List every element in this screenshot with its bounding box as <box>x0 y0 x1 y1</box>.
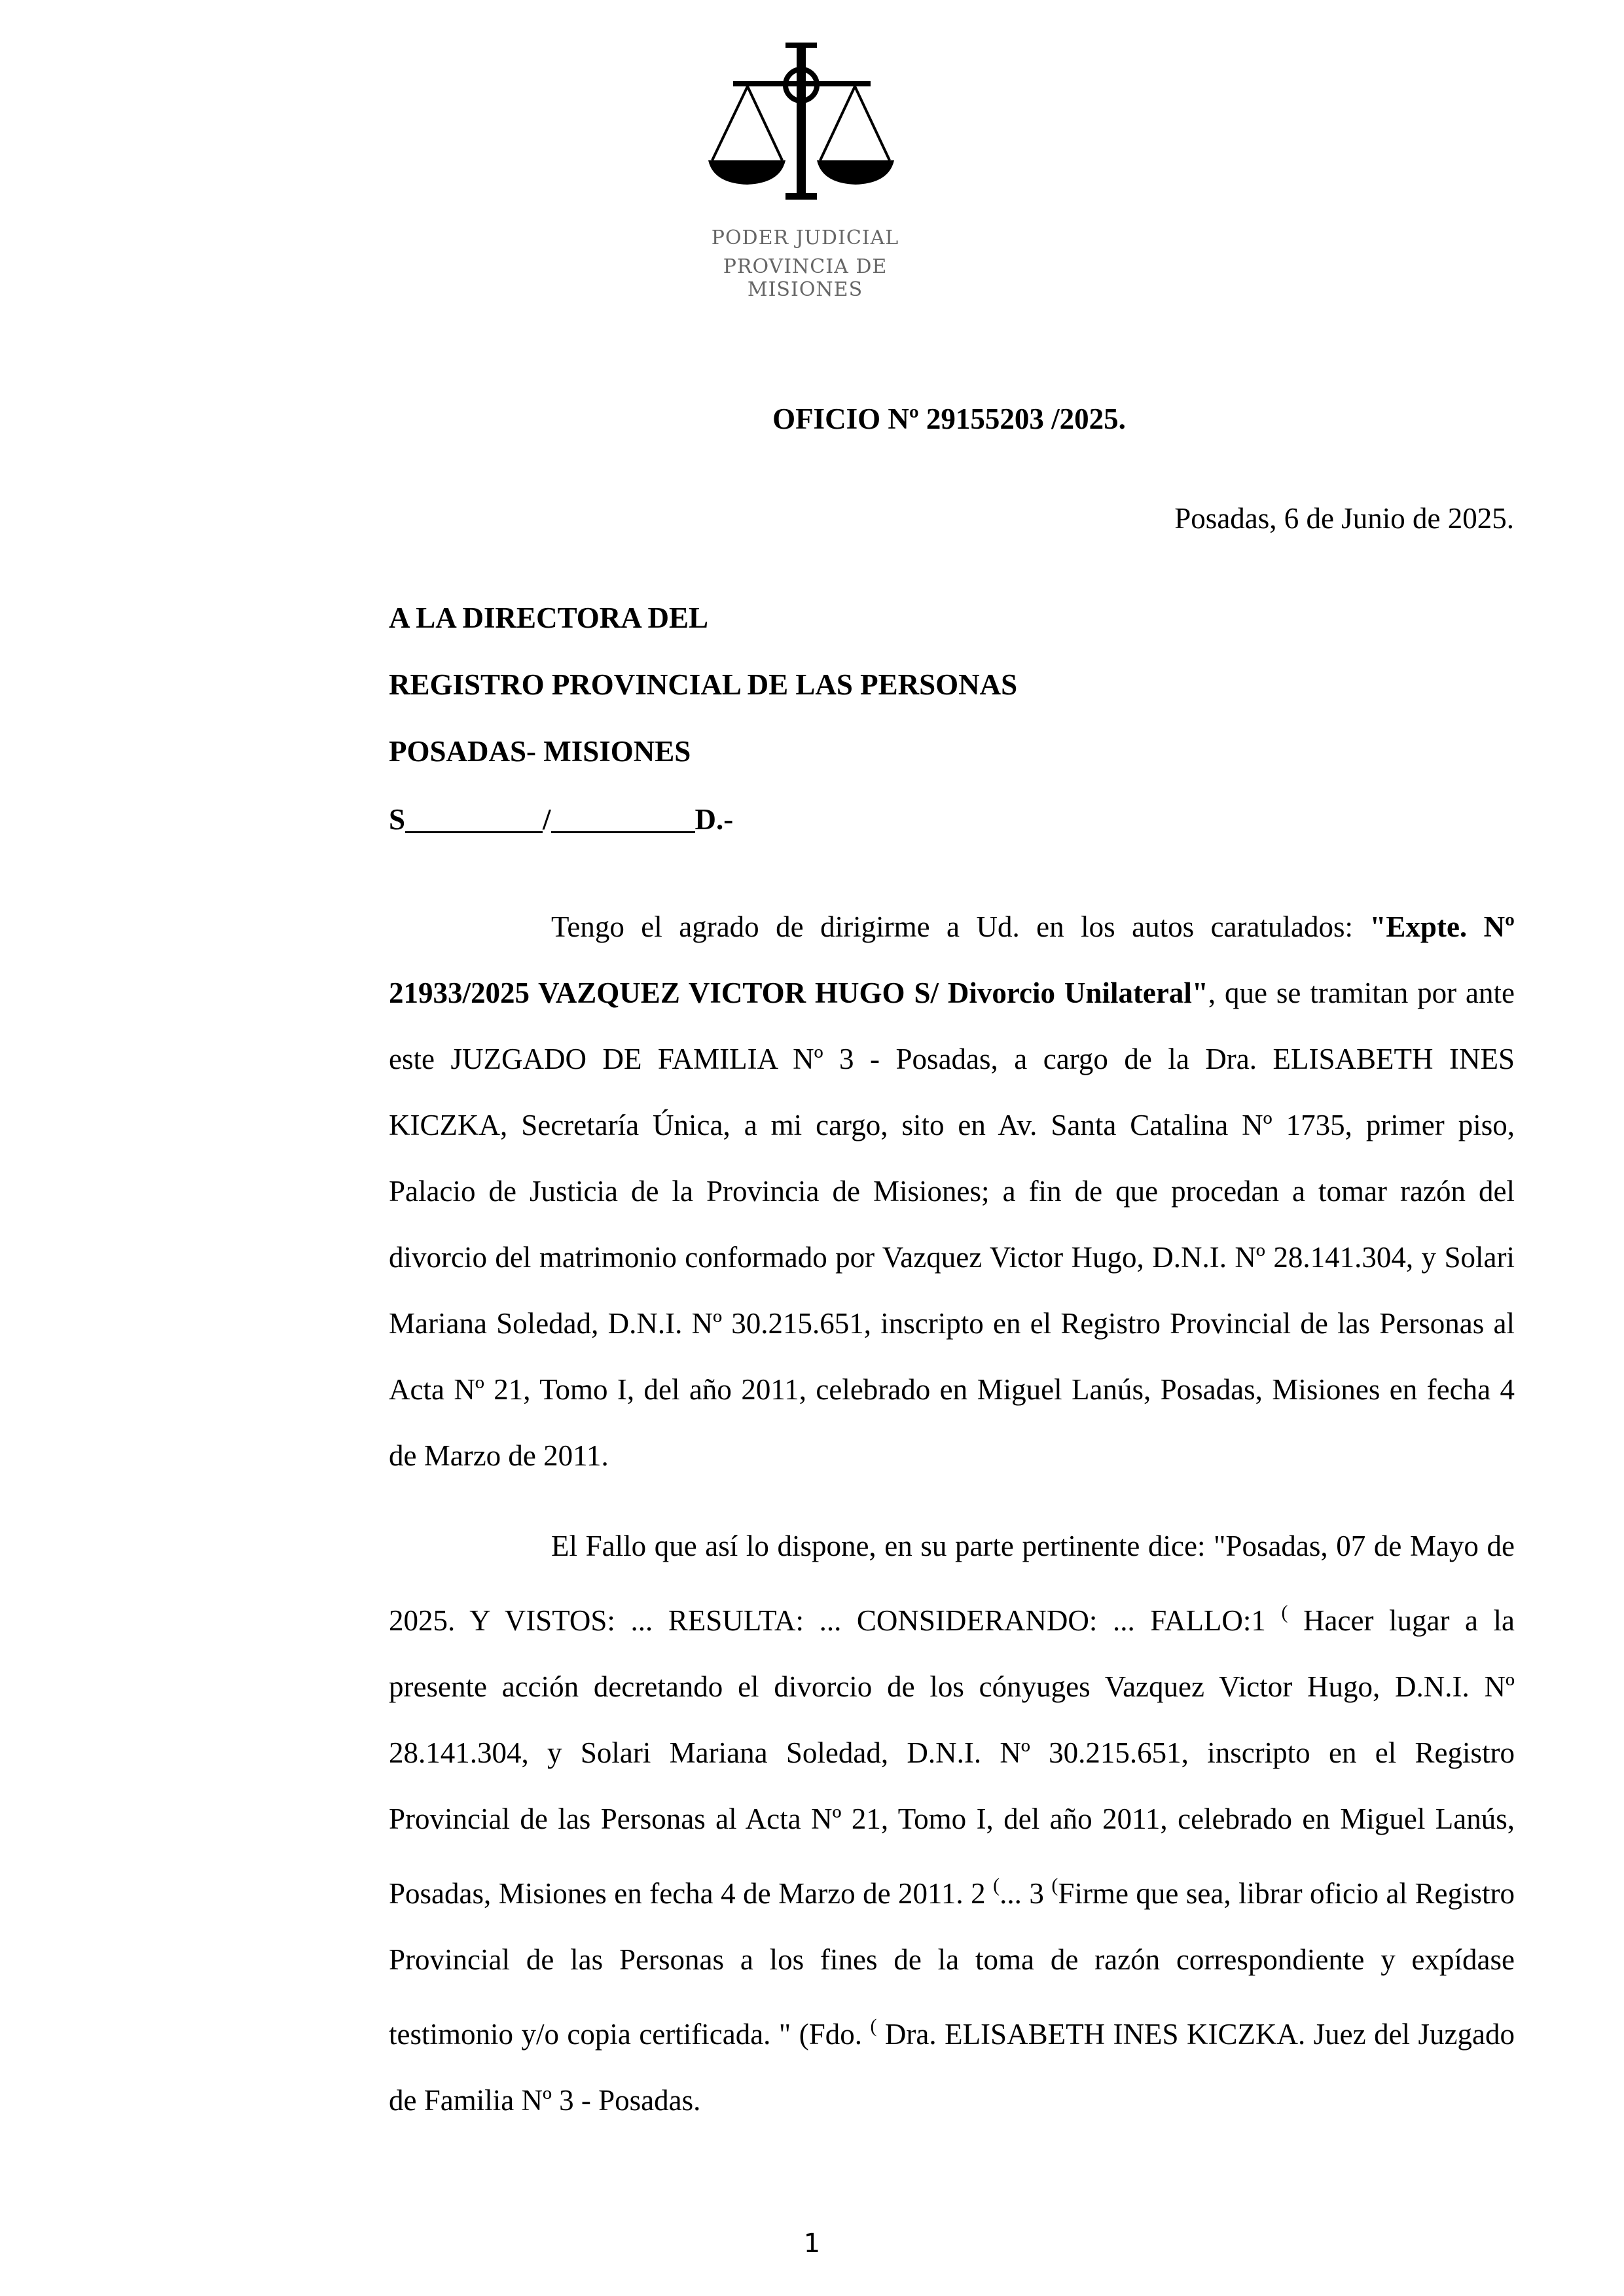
document-title <box>0 402 1624 436</box>
oficio-number: OFICIO Nº 29155203 /2025. <box>772 403 1126 435</box>
paragraph-2-part-2: Hacer lugar a la presente acción decretando el divorcio de los cónyuges Vazquez Victor Hugo, D.N.I. Nº 28.141.304, y Solari Mariana Soledad, D.N.I. Nº 30.215.651, inscripto en el Registro Provincial de las Personas al Acta Nº 21, Tomo I, del año 2011, celebrado en Miguel Lanús, Posadas, Misiones en fecha 4 de Marzo de 2011. 2 <box>389 1604 1515 1910</box>
seal-line-2: PROVINCIA DE MISIONES <box>723 255 888 301</box>
sd-s: S <box>389 803 406 836</box>
paragraph-2-part-4: Firme que sea, librar oficio al Registro Provincial de las Personas a los fines de la toma de razón correspondiente y expídase testimonio y/o copia certificada. " (Fdo. <box>389 1877 1515 2051</box>
sd-slash: / <box>543 803 551 836</box>
recipient-line-3: POSADAS- MISIONES <box>389 735 691 768</box>
scales-of-justice-icon <box>694 39 910 236</box>
footnote-mark: ( <box>993 1874 1000 1896</box>
paragraph-1-intro: Tengo el agrado de dirigirme a Ud. en los autos caratulados: <box>551 910 1370 943</box>
paragraph-2-part-1: El Fallo que así lo dispone, en su parte pertinente dice: "Posadas, 07 de Mayo de 2025. Y VISTOS: ... RESULTA: ... CONSIDERANDO: ... FALLO:1 <box>389 1530 1515 1637</box>
salutation-sd <box>389 802 733 836</box>
sd-d: D.- <box>695 803 734 836</box>
seal-line-1: PODER JUDICIAL <box>711 226 899 249</box>
blank-line <box>551 805 695 833</box>
date-line: Posadas, 6 de Junio de 2025. <box>1174 502 1514 535</box>
paragraph-1-body: , que se tramitan por ante este JUZGADO DE FAMILIA Nº 3 - Posadas, a cargo de la Dra. ELISABETH INES KICZKA, Secretaría Única, a mi cargo, sito en Av. Santa Catalina Nº 1735, primer piso, Palacio de Justicia de la Provincia de Misiones; a fin de que procedan a tomar razón del divorcio del matrimonio conformado por Vazquez Victor Hugo, D.N.I. Nº 28.141.304, y Solari Mariana Soledad, D.N.I. Nº 30.215.651, inscripto en el Registro Provincial de las Personas al Acta Nº 21, Tomo I, del año 2011, celebrado en Miguel Lanús, Posadas, Misiones en fecha 4 de Marzo de 2011. <box>389 977 1515 1472</box>
blank-line <box>405 805 543 833</box>
poder-judicial-seal <box>668 39 943 301</box>
page-number: 1 <box>803 2229 821 2259</box>
footnote-mark: ( <box>870 2015 877 2037</box>
paragraph-2-part-3: ... 3 <box>1000 1877 1052 1910</box>
body-paragraph-1 <box>389 894 1515 1489</box>
footnote-mark: ( <box>1051 1874 1058 1896</box>
body-paragraph-2 <box>389 1513 1515 2134</box>
footnote-mark: ( <box>1281 1602 1288 1623</box>
recipient-line-2: REGISTRO PROVINCIAL DE LAS PERSONAS <box>389 668 1018 701</box>
recipient-line-1: A LA DIRECTORA DEL <box>389 601 709 634</box>
case-reference: "Expte. Nº 21933/2025 VAZQUEZ VICTOR HUGO S/ Divorcio Unilateral" <box>389 910 1515 1009</box>
paragraph-2-part-5: Dra. ELISABETH INES KICZKA. Juez del Juzgado de Familia Nº 3 - Posadas. <box>389 2018 1515 2117</box>
